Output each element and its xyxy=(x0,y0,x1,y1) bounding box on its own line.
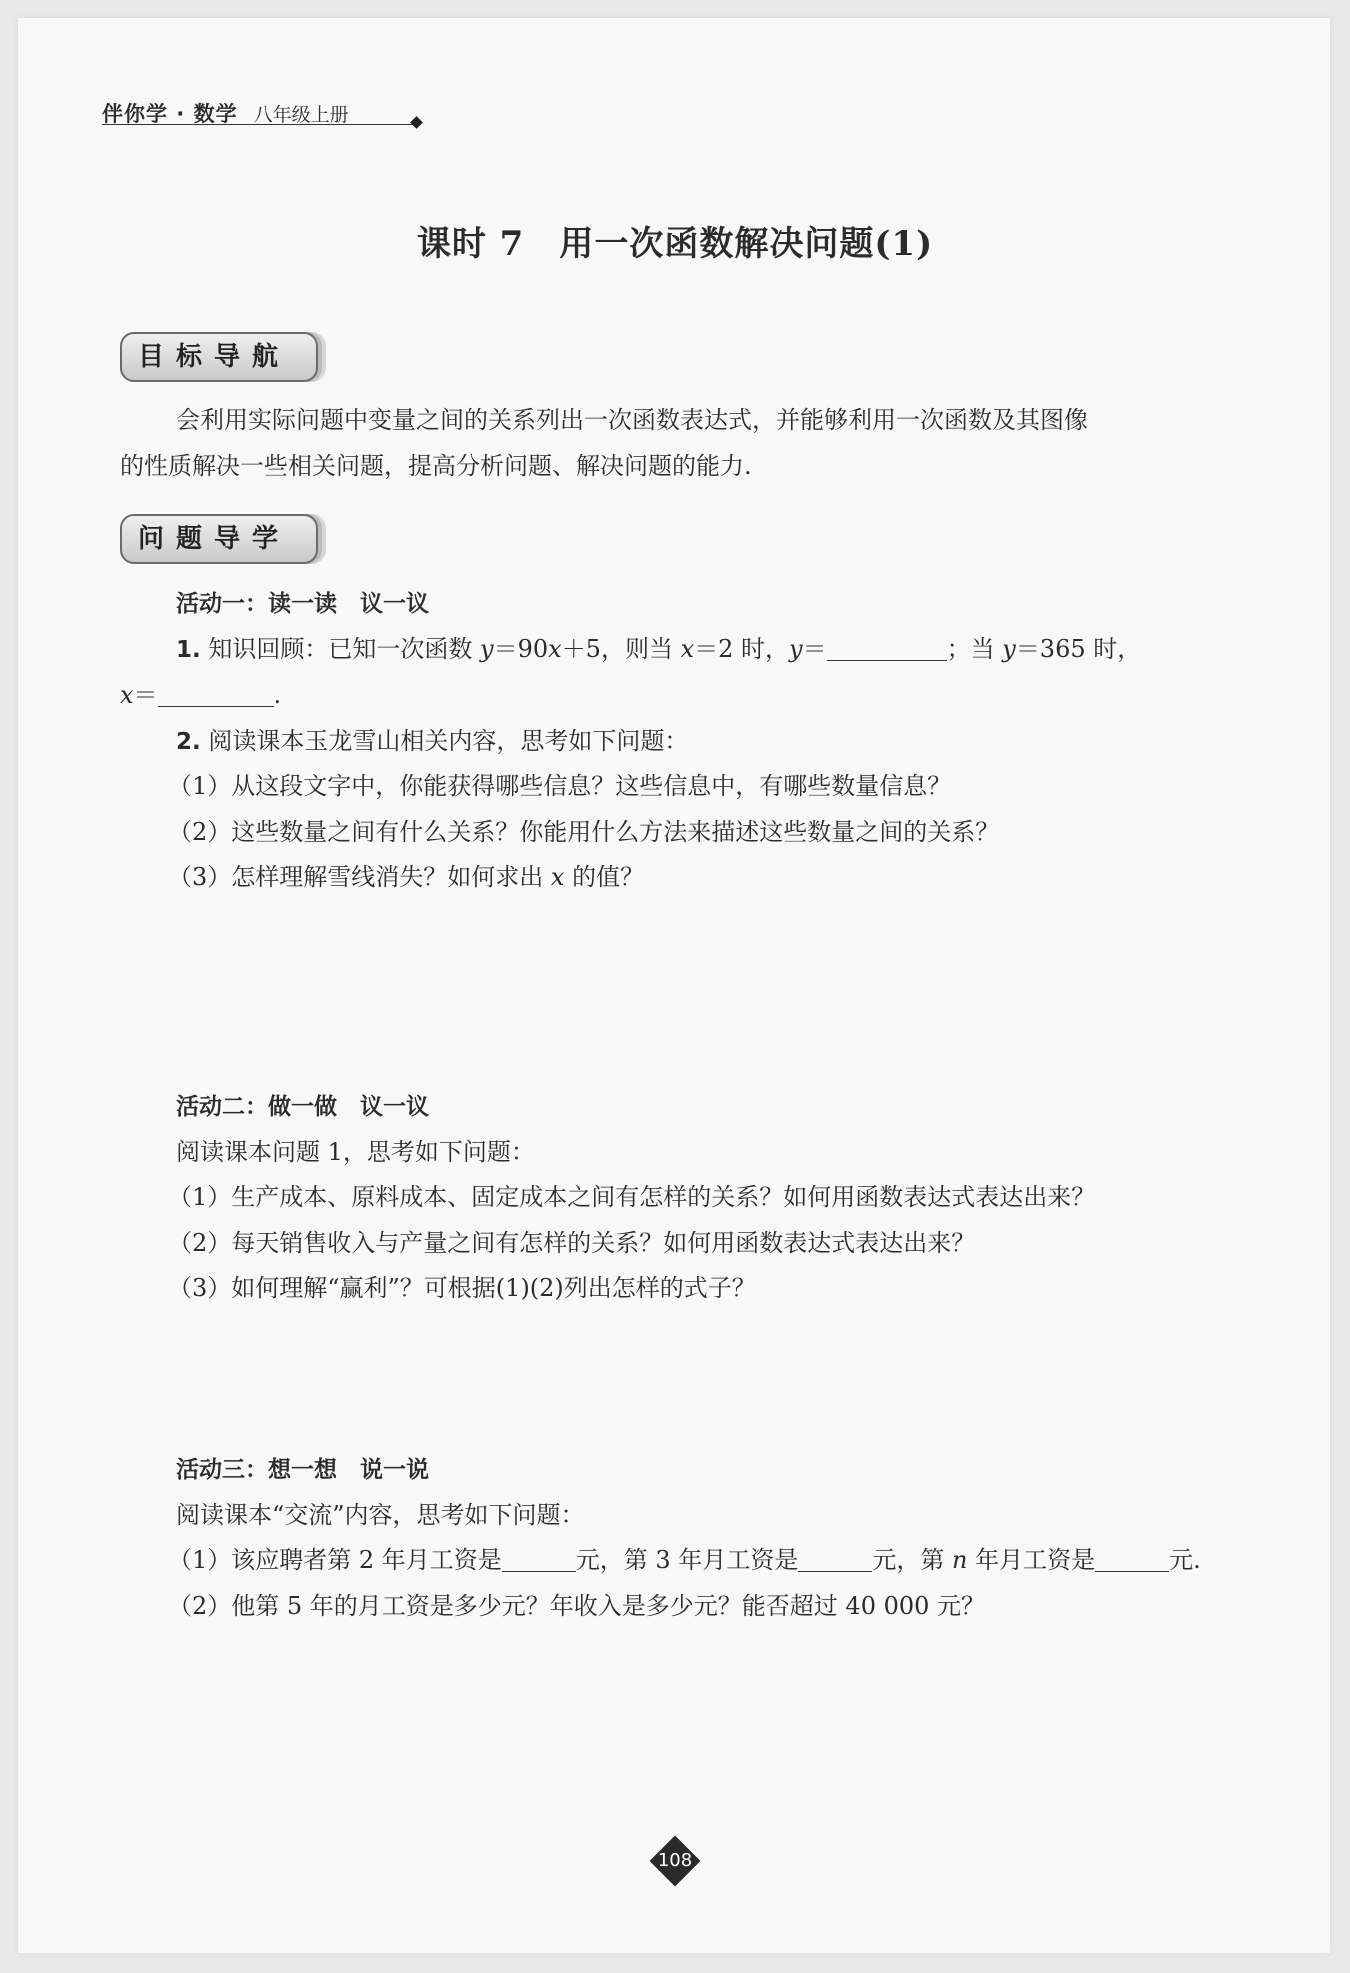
header-grade: 八年级上册 xyxy=(253,104,349,126)
a3-answer-blank-year2[interactable] xyxy=(502,1545,576,1572)
q2-sub2: （2）这些数量之间有什么关系？你能用什么方法来描述这些数量之间的关系？ xyxy=(168,818,1000,846)
section-tab-guided-questions: 问题导学 xyxy=(120,514,318,564)
q1-var-y3: y xyxy=(1002,635,1016,663)
q1-var-x3: x xyxy=(120,681,134,709)
activity1-q1-line2 xyxy=(120,680,281,710)
q1-var-y2: y xyxy=(789,635,803,663)
activity2-sub3: （3）如何理解“赢利”？可根据(1)(2)列出怎样的式子？ xyxy=(168,1274,756,1302)
q2-sub3 xyxy=(168,862,644,892)
q2-number: 2. xyxy=(176,729,201,755)
activity3-intro: 阅读课本“交流”内容，思考如下问题： xyxy=(176,1501,585,1529)
q2-text: 阅读课本玉龙雪山相关内容，思考如下问题： xyxy=(208,727,689,755)
activity3-sub2: （2）他第 5 年的月工资是多少元？年收入是多少元？能否超过 40 000 元？ xyxy=(168,1592,986,1620)
activity1-heading: 活动一：读一读 议一议 xyxy=(176,591,429,617)
activity2-sub1: （1）生产成本、原料成本、固定成本之间有怎样的关系？如何用函数表达式表达出来？ xyxy=(168,1183,1096,1211)
section-tab-goals: 目标导航 xyxy=(120,332,318,382)
q1-answer-blank-x[interactable] xyxy=(158,680,274,707)
q1-text-d: ＝ xyxy=(802,635,827,663)
q1-eq1: ＝90 xyxy=(493,635,549,663)
goals-text-line2: 的性质解决一些相关问题，提高分析问题、解决问题的能力. xyxy=(120,452,752,480)
q1-var-x1: x xyxy=(548,635,562,663)
q1-text-b: ＋5，则当 xyxy=(561,635,681,663)
q1-var-y1: y xyxy=(480,635,494,663)
a3-sub1-c: 元，第 xyxy=(872,1546,952,1574)
q1-text-a: 知识回顾：已知一次函数 xyxy=(208,635,481,663)
q2-sub3-b: 的值？ xyxy=(564,863,645,891)
header-brand: 伴你学 · 数学 xyxy=(102,102,238,126)
a3-answer-blank-yearn[interactable] xyxy=(1095,1545,1169,1572)
a3-var-n: n xyxy=(951,1546,968,1574)
q2-sub1: （1）从这段文字中，你能获得哪些信息？这些信息中，有哪些数量信息？ xyxy=(168,772,952,800)
goals-text-line1: 会利用实际问题中变量之间的关系列出一次函数表达式，并能够利用一次函数及其图像 xyxy=(176,406,1088,434)
q1-var-x2: x xyxy=(680,635,695,663)
q1-answer-blank-y[interactable] xyxy=(827,634,947,661)
activity1-q1-line1 xyxy=(176,634,1141,665)
q1-text-e: ；当 xyxy=(946,635,1003,663)
activity1-q2 xyxy=(176,726,688,757)
header-rule xyxy=(102,124,420,125)
a3-sub1-a: （1）该应聘者第 2 年月工资是 xyxy=(168,1546,502,1574)
a3-sub1-b: 元，第 3 年月工资是 xyxy=(575,1546,799,1574)
q2-sub3-var-x: x xyxy=(550,863,565,891)
activity2-sub2: （2）每天销售收入与产量之间有怎样的关系？如何用函数表达式表达出来？ xyxy=(168,1229,976,1257)
a3-answer-blank-year3[interactable] xyxy=(798,1545,872,1572)
activity2-heading: 活动二：做一做 议一议 xyxy=(176,1094,429,1120)
q1-end: . xyxy=(273,681,282,709)
page-sheet xyxy=(18,18,1330,1953)
activity2-intro: 阅读课本问题 1，思考如下问题： xyxy=(176,1138,535,1166)
q1-text-f: ＝365 时， xyxy=(1015,635,1142,663)
q1-text-g: ＝ xyxy=(133,681,158,709)
q2-sub3-a: （3）怎样理解雪线消失？如何求出 xyxy=(168,863,551,891)
a3-sub1-d: 年月工资是 xyxy=(967,1546,1096,1574)
q1-text-c: ＝2 时， xyxy=(694,635,790,663)
activity3-heading: 活动三：想一想 说一说 xyxy=(176,1457,429,1483)
page-number: 108 xyxy=(657,1850,693,1871)
a3-sub1-e: 元. xyxy=(1169,1546,1201,1574)
q1-number: 1. xyxy=(176,637,201,663)
activity3-sub1 xyxy=(168,1545,1201,1575)
lesson-title: 课时 7 用一次函数解决问题(1) xyxy=(416,224,934,264)
